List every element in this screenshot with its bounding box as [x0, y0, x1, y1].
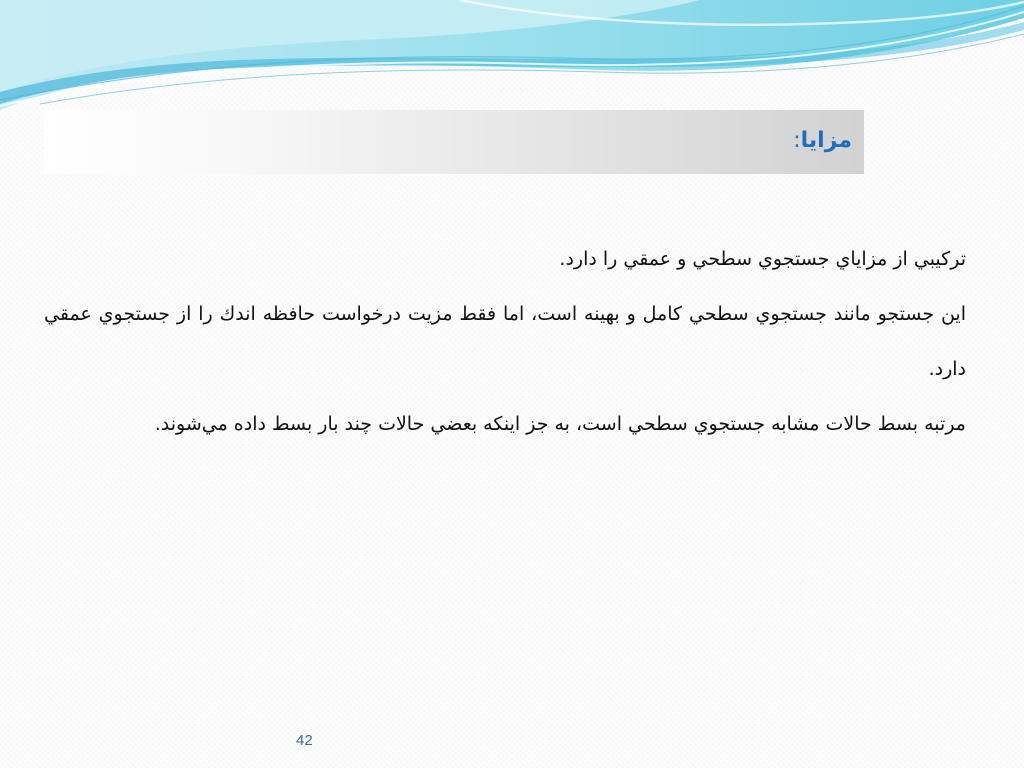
title-bar: [44, 110, 864, 174]
slide-title-colon: :: [793, 128, 801, 153]
paragraph-2: اين جستجو مانند جستجوي سطحي كامل و بهينه است، اما فقط مزيت درخواست حافظه اندك را از جستجوي عمقي دارد.: [44, 303, 966, 380]
slide-body: [44, 232, 966, 452]
slide-title: [793, 128, 852, 153]
paragraph-3: مرتبه بسط حالات مشابه جستجوي سطحي است، به جز اينكه بعضي حالات چند بار بسط داده مي‌شوند.: [154, 413, 966, 435]
page-number: 42: [296, 732, 313, 749]
paragraph-1: تركيبي از مزاياي جستجوي سطحي و عمقي را دارد.: [559, 248, 966, 270]
slide-title-text: مزايا: [800, 128, 852, 153]
